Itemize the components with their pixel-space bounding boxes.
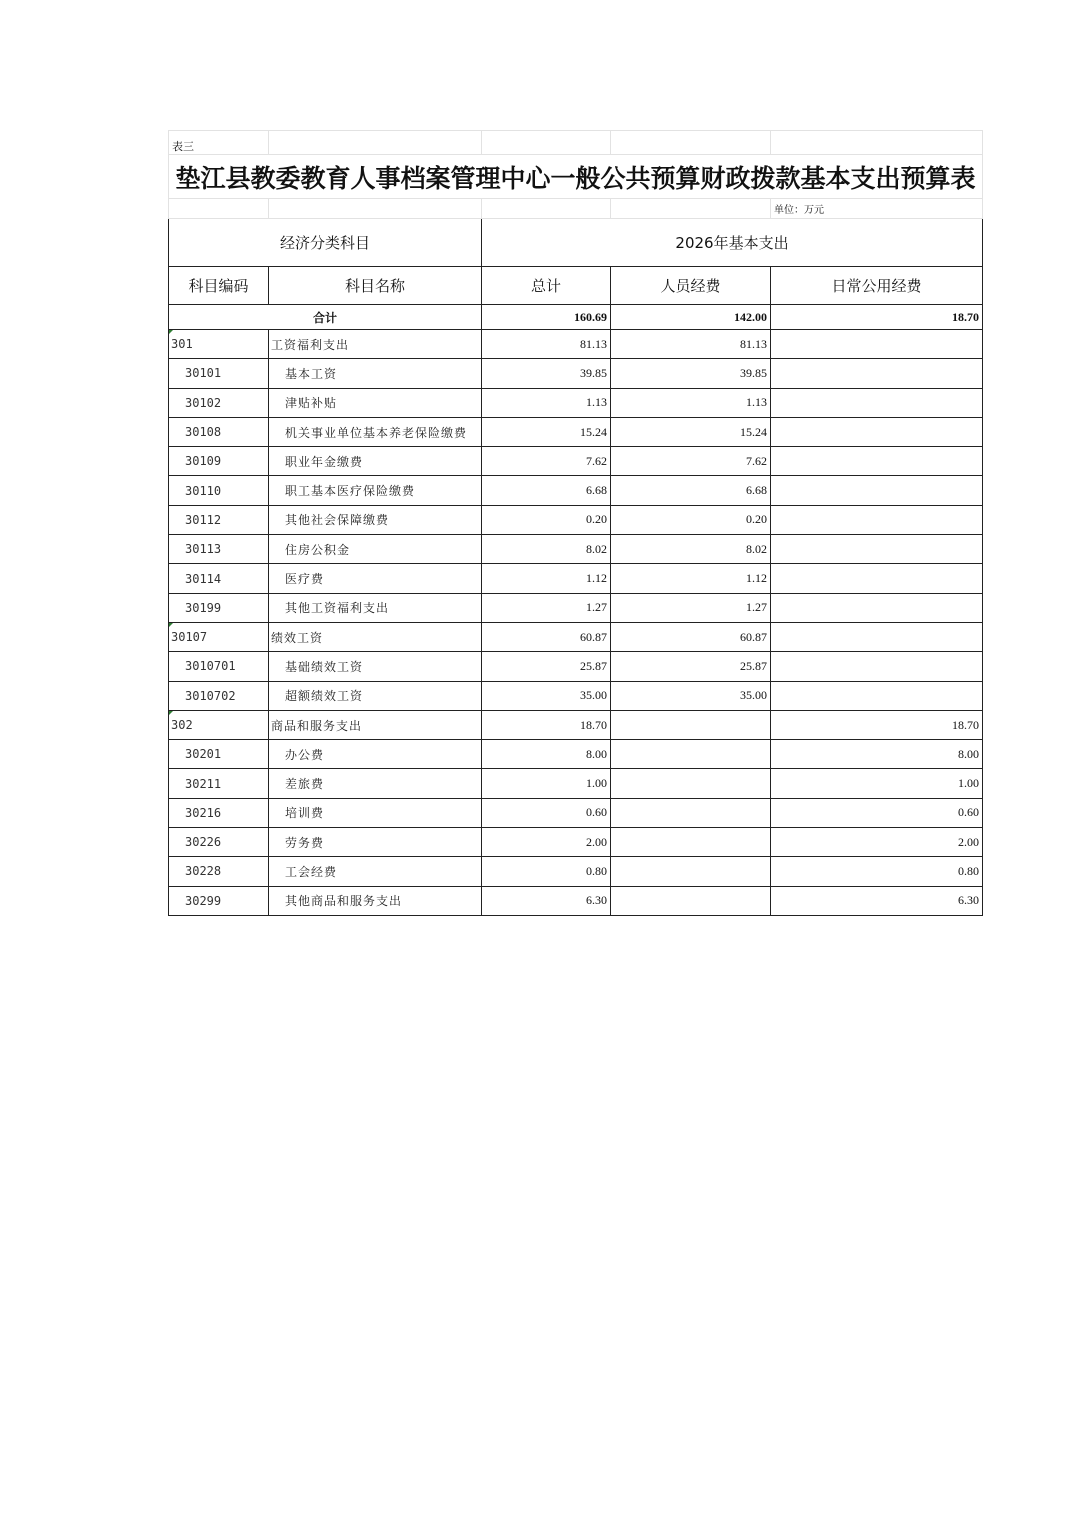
table-row <box>169 798 983 827</box>
row-total: 0.80 <box>482 857 611 886</box>
row-daily: 6.30 <box>771 886 983 915</box>
row-code: 30113 <box>169 535 269 564</box>
row-personnel: 8.02 <box>611 535 771 564</box>
unit-label: 单位：万元 <box>771 199 983 219</box>
row-code: 30101 <box>169 359 269 388</box>
row-name: 机关事业单位基本养老保险缴费 <box>269 417 482 446</box>
unit-row <box>169 199 983 219</box>
row-name: 津贴补贴 <box>269 388 482 417</box>
row-total: 2.00 <box>482 828 611 857</box>
row-personnel <box>611 886 771 915</box>
row-daily <box>771 652 983 681</box>
total-row <box>169 305 983 330</box>
row-personnel <box>611 798 771 827</box>
row-name: 工资福利支出 <box>269 330 482 359</box>
table-row <box>169 564 983 593</box>
table-row <box>169 622 983 651</box>
row-name: 职工基本医疗保险缴费 <box>269 476 482 505</box>
row-code: 30114 <box>169 564 269 593</box>
row-personnel: 15.24 <box>611 417 771 446</box>
row-code: 30107 <box>169 622 269 651</box>
total-total: 160.69 <box>482 305 611 330</box>
row-daily: 0.60 <box>771 798 983 827</box>
row-daily <box>771 388 983 417</box>
col-code-header: 科目编码 <box>169 267 269 305</box>
row-daily <box>771 330 983 359</box>
row-name: 差旅费 <box>269 769 482 798</box>
row-name: 职业年金缴费 <box>269 447 482 476</box>
row-name: 超额绩效工资 <box>269 681 482 710</box>
row-personnel: 0.20 <box>611 505 771 534</box>
row-personnel <box>611 828 771 857</box>
row-code: 30216 <box>169 798 269 827</box>
row-total: 81.13 <box>482 330 611 359</box>
table-row <box>169 593 983 622</box>
row-name: 住房公积金 <box>269 535 482 564</box>
row-daily <box>771 417 983 446</box>
row-total: 8.02 <box>482 535 611 564</box>
row-daily <box>771 447 983 476</box>
row-personnel: 1.13 <box>611 388 771 417</box>
row-daily <box>771 622 983 651</box>
total-personnel: 142.00 <box>611 305 771 330</box>
row-daily: 18.70 <box>771 710 983 739</box>
row-name: 劳务费 <box>269 828 482 857</box>
row-total: 35.00 <box>482 681 611 710</box>
row-daily <box>771 359 983 388</box>
page-title: 垫江县教委教育人事档案管理中心一般公共预算财政拨款基本支出预算表 <box>169 155 983 199</box>
row-daily <box>771 681 983 710</box>
row-daily: 1.00 <box>771 769 983 798</box>
sheet-label: 表三 <box>169 131 269 155</box>
table-row <box>169 652 983 681</box>
table-row <box>169 710 983 739</box>
row-daily <box>771 535 983 564</box>
table-row <box>169 330 983 359</box>
table-row <box>169 681 983 710</box>
row-daily <box>771 476 983 505</box>
table-row <box>169 740 983 769</box>
row-total: 8.00 <box>482 740 611 769</box>
row-total: 18.70 <box>482 710 611 739</box>
row-code: 30211 <box>169 769 269 798</box>
row-personnel: 1.27 <box>611 593 771 622</box>
row-name: 其他商品和服务支出 <box>269 886 482 915</box>
row-total: 1.12 <box>482 564 611 593</box>
row-total: 1.00 <box>482 769 611 798</box>
econ-category-header: 经济分类科目 <box>169 219 482 267</box>
row-personnel: 60.87 <box>611 622 771 651</box>
row-name: 办公费 <box>269 740 482 769</box>
table-row <box>169 857 983 886</box>
row-daily <box>771 505 983 534</box>
table-row <box>169 535 983 564</box>
row-name: 培训费 <box>269 798 482 827</box>
basic-expense-header: 2026年基本支出 <box>482 219 983 267</box>
row-total: 0.20 <box>482 505 611 534</box>
row-code: 30201 <box>169 740 269 769</box>
row-personnel: 1.12 <box>611 564 771 593</box>
budget-table <box>168 130 983 916</box>
row-name: 工会经费 <box>269 857 482 886</box>
row-name: 商品和服务支出 <box>269 710 482 739</box>
row-personnel <box>611 740 771 769</box>
row-code: 302 <box>169 710 269 739</box>
table-row <box>169 417 983 446</box>
row-name: 其他工资福利支出 <box>269 593 482 622</box>
row-code: 30102 <box>169 388 269 417</box>
row-total: 0.60 <box>482 798 611 827</box>
title-row <box>169 155 983 199</box>
row-personnel: 81.13 <box>611 330 771 359</box>
row-code: 30226 <box>169 828 269 857</box>
row-personnel: 35.00 <box>611 681 771 710</box>
row-personnel: 25.87 <box>611 652 771 681</box>
row-personnel <box>611 857 771 886</box>
row-personnel <box>611 769 771 798</box>
row-daily: 8.00 <box>771 740 983 769</box>
sheet-label-row <box>169 131 983 155</box>
row-total: 7.62 <box>482 447 611 476</box>
col-name-header: 科目名称 <box>269 267 482 305</box>
row-code: 301 <box>169 330 269 359</box>
row-code: 30228 <box>169 857 269 886</box>
header-row-1 <box>169 219 983 267</box>
row-daily: 2.00 <box>771 828 983 857</box>
row-name: 基本工资 <box>269 359 482 388</box>
col-daily-header: 日常公用经费 <box>771 267 983 305</box>
budget-sheet <box>168 130 982 916</box>
row-code: 3010702 <box>169 681 269 710</box>
row-total: 25.87 <box>482 652 611 681</box>
row-daily <box>771 593 983 622</box>
table-row <box>169 769 983 798</box>
col-personnel-header: 人员经费 <box>611 267 771 305</box>
table-row <box>169 828 983 857</box>
header-row-2 <box>169 267 983 305</box>
row-personnel: 39.85 <box>611 359 771 388</box>
row-code: 3010701 <box>169 652 269 681</box>
table-row <box>169 505 983 534</box>
row-code: 30109 <box>169 447 269 476</box>
row-code: 30199 <box>169 593 269 622</box>
row-code: 30110 <box>169 476 269 505</box>
row-total: 39.85 <box>482 359 611 388</box>
table-row <box>169 388 983 417</box>
row-name: 基础绩效工资 <box>269 652 482 681</box>
row-total: 6.30 <box>482 886 611 915</box>
table-row <box>169 447 983 476</box>
row-personnel: 7.62 <box>611 447 771 476</box>
total-label: 合计 <box>169 305 482 330</box>
table-row <box>169 886 983 915</box>
row-code: 30112 <box>169 505 269 534</box>
total-daily: 18.70 <box>771 305 983 330</box>
row-total: 15.24 <box>482 417 611 446</box>
row-personnel <box>611 710 771 739</box>
row-name: 其他社会保障缴费 <box>269 505 482 534</box>
row-total: 6.68 <box>482 476 611 505</box>
table-row <box>169 476 983 505</box>
row-code: 30299 <box>169 886 269 915</box>
row-name: 医疗费 <box>269 564 482 593</box>
table-row <box>169 359 983 388</box>
row-personnel: 6.68 <box>611 476 771 505</box>
row-total: 1.27 <box>482 593 611 622</box>
row-code: 30108 <box>169 417 269 446</box>
row-daily: 0.80 <box>771 857 983 886</box>
row-daily <box>771 564 983 593</box>
row-total: 60.87 <box>482 622 611 651</box>
row-name: 绩效工资 <box>269 622 482 651</box>
col-total-header: 总计 <box>482 267 611 305</box>
row-total: 1.13 <box>482 388 611 417</box>
